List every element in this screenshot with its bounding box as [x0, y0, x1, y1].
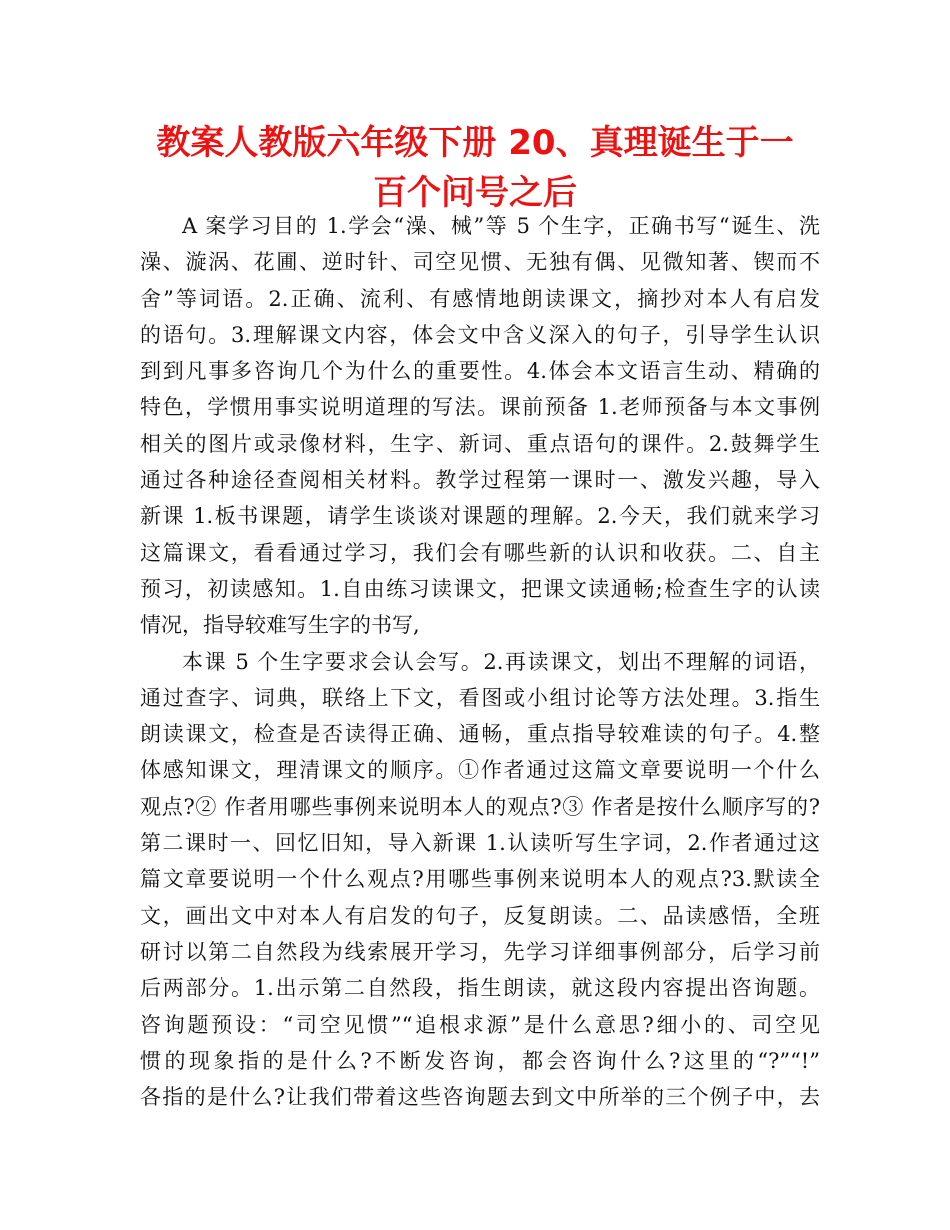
text-line: 新课 1.板书课题，请学生谈谈对课题的理解。2.今天，我们就来学习: [140, 504, 820, 529]
text-line: 这篇课文，看看通过学习，我们会有哪些新的认识和收获。二、自主: [140, 540, 820, 565]
text-line: 到到凡事多咨询几个为什么的重要性。4.体会本文语言生动、精确的: [140, 359, 820, 384]
text-line: 惯的现象指的是什么?不断发咨询，都会咨询什么?这里的“?”“!”: [140, 1048, 820, 1073]
text-line: 情况，指导较难写生字的书写,: [140, 613, 420, 638]
document-title: [100, 118, 850, 218]
text-line: 咨询题预设：“司空见惯”“追根求源”是什么意思?细小的、司空见: [140, 1012, 820, 1037]
text-line: 的语句。3.理解课文内容，体会文中含义深入的句子，引导学生认识: [140, 322, 820, 347]
text-line: 预习，初读感知。1.自由练习读课文，把课文读通畅;检查生字的认读: [140, 576, 820, 601]
text-line: 舍”等词语。2.正确、流利、有感情地朗读课文，摘抄对本人有启发: [140, 286, 820, 311]
text-line: 本课 5 个生字要求会认会写。2.再读课文，划出不理解的词语，: [182, 649, 820, 674]
text-line: 通过各种途径查阅相关材料。教学过程第一课时一、激发兴趣，导入: [140, 468, 820, 493]
document-body: [140, 208, 820, 1115]
text-line: 各指的是什么?让我们带着这些咨询题去到文中所举的三个例子中，去: [140, 1085, 820, 1110]
text-line: 第二课时一、回忆旧知，导入新课 1.认读听写生字词，2.作者通过这: [140, 831, 820, 856]
text-line: 相关的图片或录像材料，生字、新词、重点语句的课件。2.鼓舞学生: [140, 431, 820, 456]
paragraph-1: [140, 208, 820, 644]
text-line: 观点?② 作者用哪些事例来说明本人的观点?③ 作者是按什么顺序写的?: [140, 794, 820, 819]
text-line: 体感知课文，理清课文的顺序。①作者通过这篇文章要说明一个什么: [140, 758, 820, 783]
text-line: 篇文章要说明一个什么观点?用哪些事例来说明本人的观点?3.默读全: [140, 867, 820, 892]
text-line: 朗读课文，检查是否读得正确、通畅，重点指导较难读的句子。4.整: [140, 722, 820, 747]
text-line: 后两部分。1.出示第二自然段，指生朗读，就这段内容提出咨询题。: [140, 976, 820, 1001]
text-line: 研讨以第二自然段为线索展开学习，先学习详细事例部分，后学习前: [140, 939, 820, 964]
paragraph-2: [140, 644, 820, 1116]
text-line: 通过查字、词典，联络上下文，看图或小组讨论等方法处理。3.指生: [140, 685, 820, 710]
text-line: 特色，学惯用事实说明道理的写法。课前预备 1.老师预备与本文事例: [140, 395, 820, 420]
text-line: 澡、漩涡、花圃、逆时针、司空见惯、无独有偶、见微知著、锲而不: [140, 250, 820, 275]
text-line: 文，画出文中对本人有启发的句子，反复朗读。二、品读感悟，全班: [140, 903, 820, 928]
title-line-2: 百个问号之后: [373, 173, 577, 213]
text-line: A 案学习目的 1.学会“澡、械”等 5 个生字，正确书写“诞生、洗: [182, 214, 820, 238]
title-line-1: 教案人教版六年级下册 20、真理诞生于一: [156, 123, 794, 163]
